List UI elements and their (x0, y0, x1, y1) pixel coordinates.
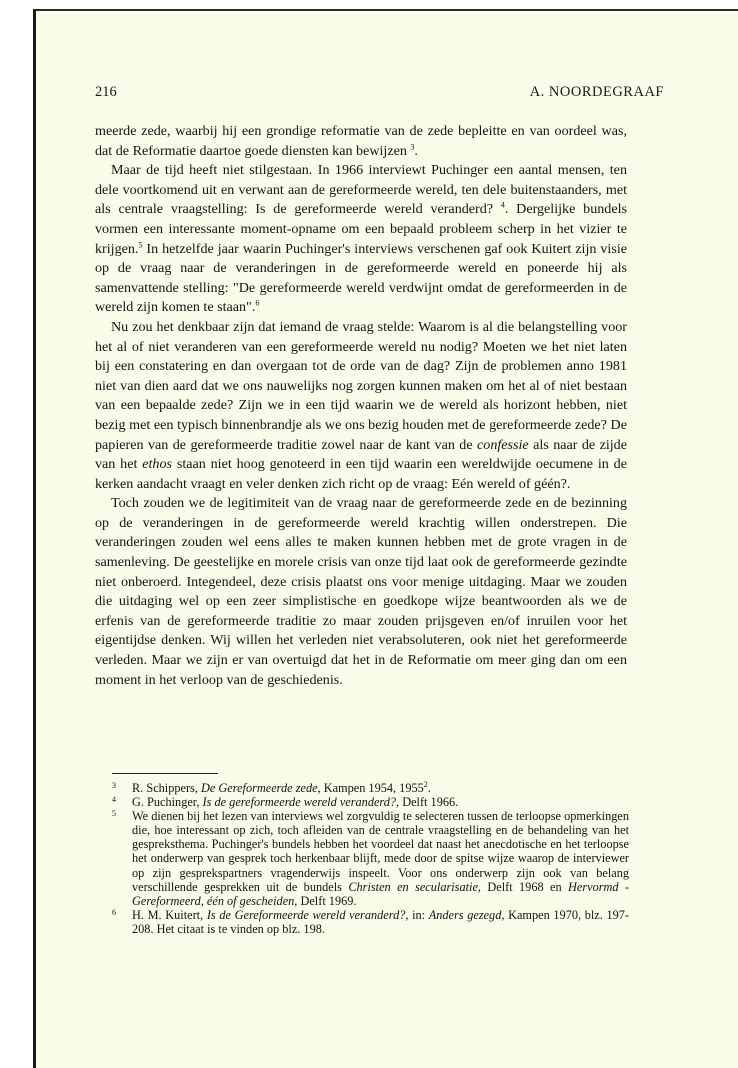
footnote-marker: 6 (112, 907, 116, 917)
footnote-ref: 4 (500, 200, 505, 210)
text-run: Delft 1968 en (480, 879, 568, 894)
italic-text: De Gereformeerde zede, (201, 781, 321, 795)
text-run: meerde zede, waarbij hij een grondige reformatie van de zede bepleitte en van oordeel was, dat de Reformatie daartoe goede diensten kan bewijzen (95, 123, 627, 159)
italic-text: Anders gezegd, (428, 907, 505, 922)
running-author: A. NOORDEGRAAF (529, 84, 664, 100)
text-run: G. Puchinger, (132, 795, 203, 810)
paragraph-2 (95, 161, 627, 318)
text-run: Delft 1969. (297, 893, 357, 908)
italic-text: Is de Gereformeerde wereld veranderd?, (206, 907, 409, 922)
footnote-rule (112, 773, 218, 774)
footnote-marker: 4 (112, 795, 116, 805)
footnote-3-text (132, 781, 431, 795)
text-run: Kampen 1970, blz. 197-208. Het citaat is te vinden op blz. 198. (132, 907, 629, 936)
footnotes (112, 781, 629, 936)
italic-text: Is de gereformeerde wereld veranderd?, (202, 795, 400, 810)
text-run: in: (408, 907, 429, 922)
text-run: We dienen bij het lezen van interviews wel zorgvuldig te selecteren tussen de terloopse opmerkingen die, hoe interessant op zich, toch afleiden van de centrale vraagstelling en de behandeling van het gespreksthema. Puchinger's bundels hebben het voordeel dat naast het anecdotische en het terloopse het onderwerp van gesprek toch herkenbaar blijft, mede door de spitse wijze waarop de interviewer op zijn gesprekspartners vragenderwijs inspeelt. Voor ons onderwerp zijn ook van belang verschillende gesprekken uit de bundels (132, 809, 629, 894)
text-run: staan niet hoog genoteerd in een tijd waarin een wereldwijde oecumene in de kerken aandacht vraagt en veler denken zich richt op de vraag: Eén wereld of géén?. (95, 456, 627, 492)
paragraph-1-text (95, 123, 627, 159)
paragraph-4-text (95, 495, 627, 687)
text-run: Delft 1966. (399, 795, 459, 810)
text-run: R. Schippers, (132, 781, 201, 795)
italic-text: Christen en secularisatie, (348, 879, 481, 894)
footnote-ref: 5 (138, 239, 143, 249)
footnote-5 (112, 809, 629, 908)
text-run: Toch zouden we de legitimiteit van de vraag naar de gereformeerde zede en de bezinning op de veranderingen in de gereformeerde wereld krachtig willen onderstrepen. Die veranderingen zouden wel eens alles te maken kunnen hebben met de grote vragen in de samenleving. De geestelijke en morele crisis van onze tijd laat ook de gereformeerde gezindte niet onberoerd. Integendeel, deze crisis plaatst ons voor menige uitdaging. Maar we zouden die uitdaging wel op een zeer simplistische en goedkope wijze beantwoorden als we de erfenis van de gereformeerde traditie zo maar zouden prijsgeven en/of inruilen voor het eigentijdse denken. Wij willen het verleden niet verabsoluteren, ook niet het gereformeerde verleden. Maar we zijn er van overtuigd dat het in de Reformatie om meer ging dan om een moment in het verloop van de geschiedenis. (95, 495, 627, 688)
paragraph-1 (95, 122, 627, 161)
footnote-6-text (132, 908, 629, 936)
text-run: H. M. Kuitert, (132, 907, 207, 922)
paragraph-4 (95, 494, 627, 690)
italic-text: confessie (477, 436, 529, 453)
footnote-ref: 6 (255, 298, 260, 308)
italic-text: ethos (142, 456, 172, 473)
paragraph-3-text (95, 319, 627, 492)
text-run: . Dergelijke bundels vormen een interessante moment-opname om een bepaald probleem scherp in het vizier te krijgen. (95, 201, 627, 257)
footnote-ref: 2 (423, 779, 428, 789)
text-run: als naar de zijde van het (95, 436, 627, 473)
text-run: . (414, 142, 418, 159)
body-text (95, 122, 627, 690)
page-number: 216 (95, 84, 117, 100)
paragraph-2-text (95, 162, 627, 315)
text-run: Nu zou het denkbaar zijn dat iemand de vraag stelde: Waarom is al die belangstelling voor het al of niet veranderen van een gereformeerde wereld nu nodig? Moeten we het niet laten bij een constatering en dan overgaan tot de orde van de dag? Zijn de problemen anno 1981 niet van dien aard dat we ons nauwelijks nog zorgen kunnen maken om het al of niet bestaan van een bepaalde zede? Zijn we in een tijd waarin we de wereld als horizont hebben, niet bezig met een typisch binnenbrandje als we ons bezig houden met de gereformeerde zede? De papieren van de gereformeerde traditie zowel naar de kant van de (95, 318, 627, 453)
footnote-3 (112, 781, 629, 795)
footnote-ref: 3 (410, 141, 415, 151)
text-run: . (427, 781, 431, 795)
footnote-marker: 3 (112, 781, 116, 790)
text-run: Kampen 1954, 1955 (320, 781, 424, 795)
footnote-4 (112, 795, 629, 809)
footnote-4-text (132, 795, 458, 809)
footnote-6 (112, 908, 629, 936)
text-run: Maar de tijd heeft niet stilgestaan. In 1966 interviewt Puchinger een aantal mensen, ten dele voortkomend uit en verwant aan de gereformeerde wereld, ten dele buitenstaanders, met als centrale vraagstelling: Is de gereformeerde wereld veranderd? (95, 162, 627, 218)
footnote-marker: 5 (112, 809, 116, 819)
footnote-5-text (132, 809, 629, 908)
text-run: In hetzelfde jaar waarin Puchinger's interviews verschenen gaf ook Kuitert zijn visie op de vraag naar de veranderingen in de gereformeerde wereld en poneerde hij als samenvattende stelling: "De gereformeerde wereld verdwijnt omdat de gereformeerden in de wereld zijn komen te staan". (95, 240, 627, 316)
italic-text: Hervormd - Gereformeerd, één of gescheiden, (132, 879, 630, 908)
paragraph-3 (95, 318, 627, 494)
